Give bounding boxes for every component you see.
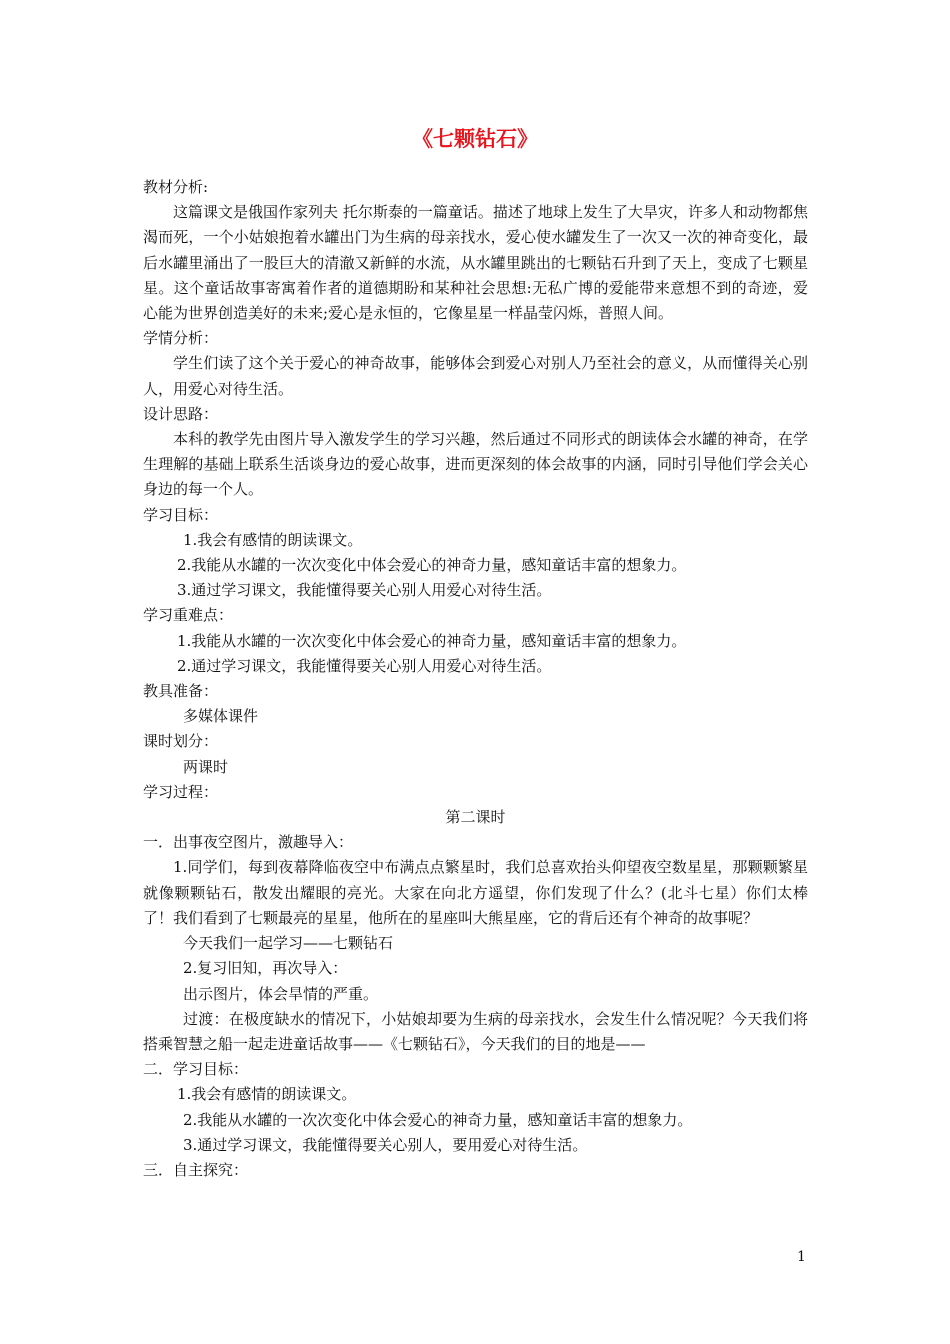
- step2-goal-item: 1.我会有感情的朗读课文。: [177, 1085, 357, 1104]
- step2-goal-item: 3.通过学习课文，我能懂得要关心别人，要用爱心对待生活。: [183, 1135, 588, 1154]
- keypoint-item: 1.我能从水罐的一次次变化中体会爱心的神奇力量，感知童话丰富的想象力。: [177, 631, 687, 650]
- step2-goal-item: 2.我能从水罐的一次次变化中体会爱心的神奇力量，感知童话丰富的想象力。: [183, 1110, 693, 1129]
- document-body: [143, 175, 808, 1183]
- student-heading: 学情分析：: [143, 329, 219, 348]
- goals-heading: 学习目标：: [143, 505, 219, 524]
- material-paragraph: 这篇课文是俄国作家列夫 托尔斯泰的一篇童话。描述了地球上发生了大旱灾，许多人和动物都焦渴而死，一个小姑娘抱着水罐出门为生病的母亲找水，爱心使水罐发生了一次又一次的神奇变化，最后水罐里涌出了一股巨大的清澈又新鲜的水流，从水罐里跳出的七颗钻石升到了天上，变成了七颗星星。这个童话故事寄寓着作者的道德期盼和某种社会思想:无私广博的爱能带来意想不到的奇迹，爱心能为世界创造美好的未来;爱心是永恒的，它像星星一样晶莹闪烁，普照人间。: [143, 203, 808, 323]
- keypoints-heading: 学习重难点：: [143, 606, 234, 625]
- step1-paragraph: 1.同学们，每到夜幕降临夜空中布满点点繁星时，我们总喜欢抬头仰望夜空数星星，那颗颗繁星就像颗颗钻石，散发出耀眼的亮光。大家在向北方遥望，你们发现了什么？(北斗七星）你们太棒了！我们看到了七颗最亮的星星，他所在的星座叫大熊星座，它的背后还有个神奇的故事呢？: [143, 858, 808, 927]
- page-number: 1: [797, 1249, 806, 1265]
- schedule-heading: 课时划分：: [143, 732, 219, 751]
- step1-line: 今天我们一起学习——七颗钻石: [183, 934, 394, 953]
- goal-item: 1.我会有感情的朗读课文。: [183, 530, 363, 549]
- step1-line: 出示图片，体会旱情的严重。: [183, 984, 379, 1003]
- schedule-text: 两课时: [183, 757, 229, 776]
- keypoint-item: 2.通过学习课文，我能懂得要关心别人用爱心对待生活。: [177, 656, 552, 675]
- step1-transition: 过渡：在极度缺水的情况下，小姑娘却要为生病的母亲找水，会发生什么情况呢？今天我们将搭乘智慧之船一起走进童话故事——《七颗钻石》，今天我们的目的地是——: [143, 1009, 808, 1053]
- student-paragraph: 学生们读了这个关于爱心的神奇故事，能够体会到爱心对别人乃至社会的意义，从而懂得关心别人，用爱心对待生活。: [143, 354, 808, 398]
- document-title: 《七颗钻石》: [412, 126, 538, 151]
- step1-heading: 一．出事夜空图片，激趣导入：: [143, 833, 354, 852]
- tools-text: 多媒体课件: [183, 707, 259, 726]
- step2-heading: 二．学习目标：: [143, 1060, 249, 1079]
- tools-heading: 教具准备：: [143, 682, 219, 701]
- goal-item: 3.通过学习课文，我能懂得要关心别人用爱心对待生活。: [177, 581, 552, 600]
- lesson-title: 第二课时: [445, 808, 506, 827]
- process-heading: 学习过程：: [143, 782, 219, 801]
- step3-heading: 三．自主探究：: [143, 1160, 249, 1179]
- material-heading: 教材分析:: [143, 178, 209, 196]
- design-heading: 设计思路：: [143, 404, 219, 423]
- goal-item: 2.我能从水罐的一次次变化中体会爱心的神奇力量，感知童话丰富的想象力。: [177, 556, 687, 575]
- design-paragraph: 本科的教学先由图片导入激发学生的学习兴趣，然后通过不同形式的朗读体会水罐的神奇，在学生理解的基础上联系生活谈身边的爱心故事，进而更深刻的体会故事的内涵，同时引导他们学会关心身边的每一个人。: [143, 430, 808, 499]
- step1-line: 2.复习旧知，再次导入：: [183, 959, 348, 978]
